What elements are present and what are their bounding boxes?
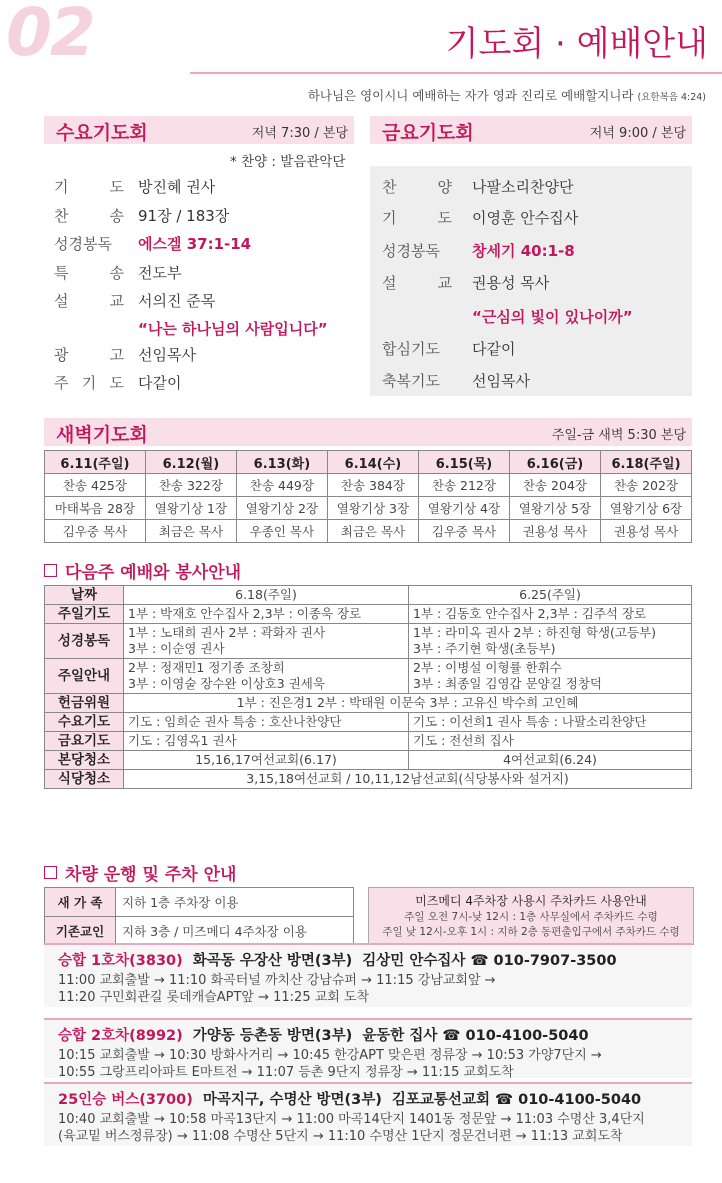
table-cell: 열왕기상 4장: [418, 497, 509, 520]
order-role: [54, 290, 124, 311]
table-cell: 찬송 204장: [509, 474, 600, 497]
order-person: 창세기 40:1-8: [472, 242, 575, 260]
order-role-text: 합심기도: [382, 340, 440, 358]
order-role-text: 광: [54, 346, 69, 364]
cell-line: 3부 : 이순영 권사: [128, 641, 225, 656]
bus-name: 25인승 버스(3700): [58, 1092, 193, 1108]
table-cell: 6.11(주일): [45, 451, 146, 474]
order-role: [54, 176, 124, 197]
table-row: [45, 751, 692, 770]
table-row: [45, 624, 692, 659]
table-cell: 15,16,17여선교회(6.17): [124, 751, 409, 770]
page-number: 02: [6, 0, 94, 71]
order-role: [382, 338, 452, 359]
table-cell: 기도 : 전선희 집사: [409, 732, 692, 751]
parking-card-line: 주일 낮 12시-오후 1시 : 지하 2층 동편출입구에서 주차카드 수령: [382, 926, 680, 938]
dawn-leaders-row: [45, 520, 692, 543]
table-row: [45, 659, 692, 694]
square-bullet-icon: [44, 564, 57, 577]
order-person: 에스겔 37:1-14: [138, 235, 252, 253]
table-cell: 열왕기상 3장: [327, 497, 418, 520]
table-cell: 지하 1층 주차장 이용: [116, 888, 354, 917]
bus-name: 승합 2호차(8992): [58, 1028, 183, 1044]
order-role-text: 송: [109, 264, 124, 282]
dawn-dates-row: [45, 451, 692, 474]
table-cell: 기도 : 이선희1 권사 특송 : 나팔소리찬양단: [409, 713, 692, 732]
order-role-text: 도: [109, 374, 124, 392]
table-cell: 찬송 425장: [45, 474, 146, 497]
table-cell: 6.14(수): [327, 451, 418, 474]
table-cell: 6.18(주일): [600, 451, 691, 474]
table-cell: 기도 : 임희순 권사 특송 : 호산나찬양단: [124, 713, 409, 732]
bus-name: 승합 1호차(3830): [58, 953, 183, 969]
bus-route-heading: [58, 949, 627, 970]
table-cell: 6.16(금): [509, 451, 600, 474]
bus-driver: 김포교통선교회 ☎ 010-4100-5040: [391, 1092, 642, 1108]
table-cell: 6.13(화): [236, 451, 327, 474]
order-role-text: 교: [109, 292, 124, 310]
order-role-text: 성경봉독: [54, 235, 112, 253]
table-cell: 4여선교회(6.24): [409, 751, 692, 770]
service-date-2: 6.25(주일): [409, 586, 692, 605]
bus-schedule-line: 11:00 교회출발 → 11:10 화곡터널 까치산 강남슈퍼 → 11:15 강남교회앞 →: [58, 973, 496, 988]
row-label: 식당청소: [45, 770, 124, 789]
wednesday-choir-note: * 찬양 : 발음관악단: [230, 154, 346, 170]
table-cell: 마태복음 28장: [45, 497, 146, 520]
bus-schedule-line: 10:40 교회출발 → 10:58 마곡13단지 → 11:00 마곡14단지 1401동 정문앞 → 11:03 수명산 3,4단지: [58, 1112, 645, 1127]
bus-route-card: [44, 943, 692, 1007]
title-divider: [190, 72, 722, 74]
service-section-title: [44, 558, 241, 583]
parking-card-notice: [368, 887, 694, 945]
table-row: [45, 694, 692, 713]
row-label: 본당청소: [45, 751, 124, 770]
table-row: [45, 586, 692, 605]
row-label: 성경봉독: [45, 624, 124, 659]
table-row: [45, 917, 354, 946]
table-cell: 찬송 202장: [600, 474, 691, 497]
bus-driver: 김상민 안수집사 ☎ 010-7907-3500: [362, 953, 617, 969]
order-role: [382, 176, 452, 197]
row-label: 기존교인: [45, 917, 116, 946]
table-cell: 김우중 목사: [418, 520, 509, 543]
cell-line: 1부 : 노태희 권사 2부 : 곽화자 권사: [128, 625, 326, 640]
table-cell: 1부 : 김동호 안수집사 2,3부 : 김주석 장로: [409, 605, 692, 624]
table-cell: 열왕기상 1장: [145, 497, 236, 520]
order-role-text: 도: [109, 178, 124, 196]
order-person: 다같이: [472, 340, 516, 358]
bus-route-card: [44, 1082, 692, 1146]
cell-line: 2부 : 정재민1 정기종 조창희: [128, 660, 285, 675]
table-cell: 3,15,18여선교회 / 10,11,12남선교회(식당봉사와 설거지): [124, 770, 692, 789]
table-cell: [409, 659, 692, 694]
order-role: [54, 262, 124, 283]
friday-sermon-title: “근심의 빛이 있나이까”: [472, 308, 633, 326]
order-person: 방진혜 권사: [138, 178, 216, 196]
table-cell: 권용성 목사: [600, 520, 691, 543]
order-role-text: 설: [54, 292, 69, 310]
bus-schedule-line: 10:15 교회출발 → 10:30 방화사거리 → 10:45 한강APT 맞은편 정류장 → 10:53 가양7단지 →: [58, 1048, 602, 1063]
order-role-text: 기: [382, 209, 397, 227]
bus-schedule-line: (육교밑 버스정류장) → 11:08 수명산 5단지 → 11:10 수명산 1단지 정문건너편 → 11:13 교회도착: [58, 1129, 623, 1144]
order-role-text: 양: [437, 178, 452, 196]
order-role-text: 특: [54, 264, 69, 282]
table-row: [45, 732, 692, 751]
table-row: [45, 605, 692, 624]
table-cell: 지하 3층 / 미즈메디 4주차장 이용: [116, 917, 354, 946]
cell-line: 3부 : 주기현 학생(초등부): [413, 641, 556, 656]
order-person: 다같이: [138, 374, 182, 392]
order-person: 이영훈 안수집사: [472, 209, 579, 227]
wednesday-sermon-title: “나는 하나님의 사람입니다”: [138, 320, 328, 338]
order-role: [54, 372, 124, 393]
bus-route: 화곡동 우장산 방면(3부): [192, 953, 353, 969]
row-label: 주일안내: [45, 659, 124, 694]
date-column-label: 날짜: [45, 586, 124, 605]
bus-route: 가양동 등촌동 방면(3부): [192, 1028, 353, 1044]
wednesday-prayer-header: [44, 116, 354, 144]
table-cell: 권용성 목사: [509, 520, 600, 543]
friday-prayer-header: [370, 116, 692, 144]
order-role-text: 송: [109, 207, 124, 225]
dawn-prayer-table: [44, 450, 692, 543]
order-role: [382, 272, 452, 293]
table-cell: 김우중 목사: [45, 520, 146, 543]
table-cell: 최금은 목사: [327, 520, 418, 543]
order-role: [54, 344, 124, 365]
square-bullet-icon: [44, 866, 57, 879]
order-role-text: 찬: [54, 207, 69, 225]
table-row: [45, 713, 692, 732]
table-cell: 최금은 목사: [145, 520, 236, 543]
cell-line: 2부 : 이병설 이형률 한휘수: [413, 660, 562, 675]
table-cell: 기도 : 김영옥1 권사: [124, 732, 409, 751]
parking-card-line: 주일 오전 7시-낮 12시 : 1층 사무실에서 주차카드 수령: [404, 911, 658, 923]
service-table: [44, 585, 692, 789]
order-role: [54, 233, 124, 254]
table-cell: 찬송 322장: [145, 474, 236, 497]
bus-route-card: [44, 1018, 692, 1078]
order-role-text: 도: [437, 209, 452, 227]
table-cell: 찬송 212장: [418, 474, 509, 497]
order-role-text: 설: [382, 274, 397, 292]
table-cell: 찬송 384장: [327, 474, 418, 497]
friday-prayer-time: 저녁 9:00 / 본당: [589, 126, 686, 141]
order-role: [54, 205, 124, 226]
vehicle-section-label: 차량 운행 및 주차 안내: [65, 865, 237, 885]
service-section-label: 다음주 예배와 봉사안내: [65, 563, 242, 583]
scripture-verse: [308, 86, 706, 104]
row-label: 수요기도: [45, 713, 124, 732]
table-cell: 6.12(월): [145, 451, 236, 474]
cell-line: 1부 : 라미옥 권사 2부 : 하진형 학생(고등부): [413, 625, 657, 640]
order-role: [382, 207, 452, 228]
bus-schedule-line: 10:55 그랑프리아파트 E마트전 → 11:07 등촌 9단지 정류장 → 11:15 교회도착: [58, 1065, 514, 1080]
table-cell: [409, 624, 692, 659]
order-role-text: 주: [54, 374, 69, 392]
bus-route-heading: [58, 1024, 599, 1045]
table-row: [45, 770, 692, 789]
order-role-text: 성경봉독: [382, 242, 440, 260]
order-person: 권용성 목사: [472, 274, 550, 292]
row-label: 주일기도: [45, 605, 124, 624]
table-cell: 열왕기상 6장: [600, 497, 691, 520]
dawn-readings-row: [45, 497, 692, 520]
order-role: [382, 370, 452, 391]
dawn-prayer-header: [44, 418, 692, 446]
order-role-text: 축복기도: [382, 372, 440, 390]
order-role-text: 고: [109, 346, 124, 364]
row-label: 새 가 족: [45, 888, 116, 917]
dawn-prayer-time: 주일-금 새벽 5:30 본당: [551, 428, 686, 443]
bus-route-heading: [58, 1088, 651, 1109]
verse-text: 하나님은 영이시니 예배하는 자가 영과 진리로 예배할지니라: [307, 88, 634, 103]
table-cell: 1부 : 진은경1 2부 : 박태원 이문숙 3부 : 고유신 박수희 고인혜: [124, 694, 692, 713]
wednesday-prayer-time: 저녁 7:30 / 본당: [251, 126, 348, 141]
page-title: 기도회 · 예배안내: [445, 24, 708, 64]
table-cell: 찬송 449장: [236, 474, 327, 497]
order-person: 서의진 준목: [138, 292, 216, 310]
order-role-text: 기: [81, 374, 97, 392]
row-label: 금요기도: [45, 732, 124, 751]
verse-reference: (요한복음 4:24): [637, 92, 706, 103]
vehicle-section-title: [44, 860, 236, 885]
order-person: 선임목사: [138, 346, 196, 364]
order-person: 나팔소리찬양단: [472, 178, 574, 196]
table-cell: 우종인 목사: [236, 520, 327, 543]
table-cell: [124, 659, 409, 694]
order-role: [382, 240, 452, 261]
cell-line: 3부 : 최종일 김영갑 문양길 정창덕: [413, 676, 603, 691]
order-person: 91장 / 183장: [138, 207, 230, 225]
order-role-text: 교: [437, 274, 452, 292]
parking-card-heading: 미즈메디 4주차장 사용시 주차카드 사용안내: [415, 894, 647, 908]
wednesday-prayer-title: 수요기도회: [56, 122, 148, 144]
table-cell: 열왕기상 2장: [236, 497, 327, 520]
bus-schedule-line: 11:20 구민회관길 롯데캐슬APT앞 → 11:25 교회 도착: [58, 990, 370, 1005]
service-date-1: 6.18(주일): [124, 586, 409, 605]
order-role-text: 기: [54, 178, 69, 196]
table-cell: 열왕기상 5장: [509, 497, 600, 520]
table-cell: 1부 : 박재호 안수집사 2,3부 : 이종욱 장로: [124, 605, 409, 624]
table-cell: 6.15(목): [418, 451, 509, 474]
row-label: 헌금위원: [45, 694, 124, 713]
bus-driver: 윤동한 집사 ☎ 010-4100-5040: [362, 1028, 589, 1044]
parking-table: [44, 887, 354, 946]
dawn-hymns-row: [45, 474, 692, 497]
order-person: 선임목사: [472, 372, 530, 390]
dawn-prayer-title: 새벽기도회: [56, 424, 148, 446]
friday-prayer-title: 금요기도회: [382, 122, 474, 144]
cell-line: 3부 : 이영술 장수완 이상호3 권세욱: [128, 676, 325, 691]
order-role-text: 찬: [382, 178, 397, 196]
bus-route: 마곡지구, 수명산 방면(3부): [202, 1092, 382, 1108]
table-cell: [124, 624, 409, 659]
order-person: 전도부: [138, 264, 182, 282]
table-row: [45, 888, 354, 917]
